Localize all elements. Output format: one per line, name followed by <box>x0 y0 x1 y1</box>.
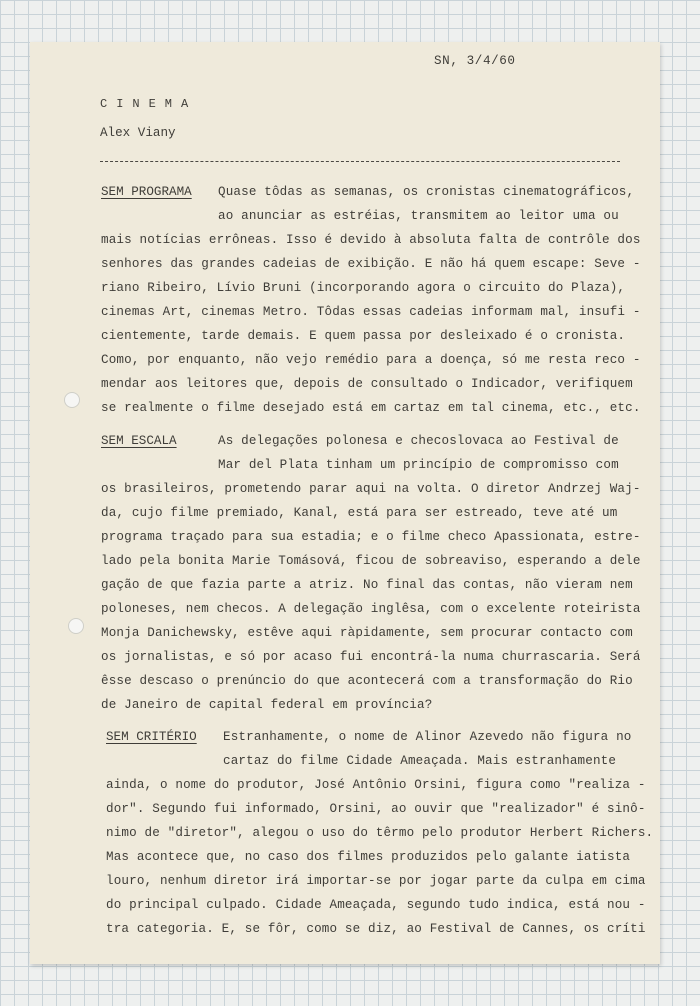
section-line: Monja Danichewsky, estêve aqui ràpidamente, sem procurar contacto com <box>101 626 633 640</box>
typed-page <box>30 42 660 964</box>
section-line: dor". Segundo fui informado, Orsini, ao ouvir que "realizador" é sinô- <box>106 802 646 816</box>
section-line: gação de que fazia parte a atriz. No final das contas, não vieram nem <box>101 578 633 592</box>
section-heading-sem-programa: SEM PROGRAMA <box>101 185 192 199</box>
section-line: Mas acontece que, no caso dos filmes produzidos pelo galante iatista <box>106 850 631 864</box>
section-line: senhores das grandes cadeias de exibição. E não há quem escape: Seve - <box>101 257 641 271</box>
section-line: lado pela bonita Marie Tomásová, ficou de sobreaviso, esperando a dele <box>101 554 641 568</box>
section-line: riano Ribeiro, Lívio Bruni (incorporando agora o circuito do Plaza), <box>101 281 626 295</box>
column-title: CINEMA <box>100 97 198 111</box>
section-line: os jornalistas, e só por acaso fui encontrá-la numa churrascaria. Será <box>101 650 641 664</box>
section-line: louro, nenhum diretor irá importar-se por jogar parte da culpa em cima <box>106 874 646 888</box>
section-line: programa traçado para sua estadia; e o filme checo Apassionata, estre- <box>101 530 641 544</box>
section-line: Como, por enquanto, não vejo remédio para a doença, só me resta reco - <box>101 353 641 367</box>
section-heading-sem-criterio: SEM CRITÉRIO <box>106 730 197 744</box>
section-line: cinemas Art, cinemas Metro. Tôdas essas cadeias informam mal, insufi - <box>101 305 641 319</box>
section-line: tra categoria. E, se fôr, como se diz, ao Festival de Cannes, os críti <box>106 922 646 936</box>
section-line: cartaz do filme Cidade Ameaçada. Mais estranhamente <box>223 754 617 768</box>
punch-hole-bottom <box>68 618 84 634</box>
section-line: ao anunciar as estréias, transmitem ao leitor uma ou <box>218 209 619 223</box>
section-line: do principal culpado. Cidade Ameaçada, segundo tudo indica, está nou - <box>106 898 646 912</box>
section-line: êsse descaso o prenúncio do que acontecerá com a transformação do Rio <box>101 674 633 688</box>
section-line: de Janeiro de capital federal em província? <box>101 698 433 712</box>
section-line: da, cujo filme premiado, Kanal, está para ser estreado, teve até um <box>101 506 618 520</box>
separator-rule <box>100 161 620 162</box>
punch-hole-top <box>64 392 80 408</box>
section-line: poloneses, nem checos. A delegação inglêsa, com o excelente roteirista <box>101 602 641 616</box>
date-stamp: SN, 3/4/60 <box>434 54 516 68</box>
section-line: mais notícias errôneas. Isso é devido à absoluta falta de contrôle dos <box>101 233 641 247</box>
section-line: mendar aos leitores que, depois de consultado o Indicador, verifiquem <box>101 377 633 391</box>
section-line: ainda, o nome do produtor, José Antônio Orsini, figura como "realiza - <box>106 778 646 792</box>
section-line: Mar del Plata tinham um princípio de compromisso com <box>218 458 619 472</box>
section-line: cientemente, tarde demais. E quem passa por desleixado é o cronista. <box>101 329 626 343</box>
section-line: Estranhamente, o nome de Alinor Azevedo não figura no <box>223 730 632 744</box>
author-name: Alex Viany <box>100 126 176 140</box>
section-line: se realmente o filme desejado está em cartaz em tal cinema, etc., etc. <box>101 401 641 415</box>
section-line: os brasileiros, prometendo parar aqui na volta. O diretor Andrzej Waj- <box>101 482 641 496</box>
section-line: As delegações polonesa e checoslovaca ao Festival de <box>218 434 619 448</box>
section-heading-sem-escala: SEM ESCALA <box>101 434 177 448</box>
section-line: nimo de "diretor", alegou o uso do têrmo pelo produtor Herbert Richers. <box>106 826 654 840</box>
section-line: Quase tôdas as semanas, os cronistas cinematográficos, <box>218 185 635 199</box>
